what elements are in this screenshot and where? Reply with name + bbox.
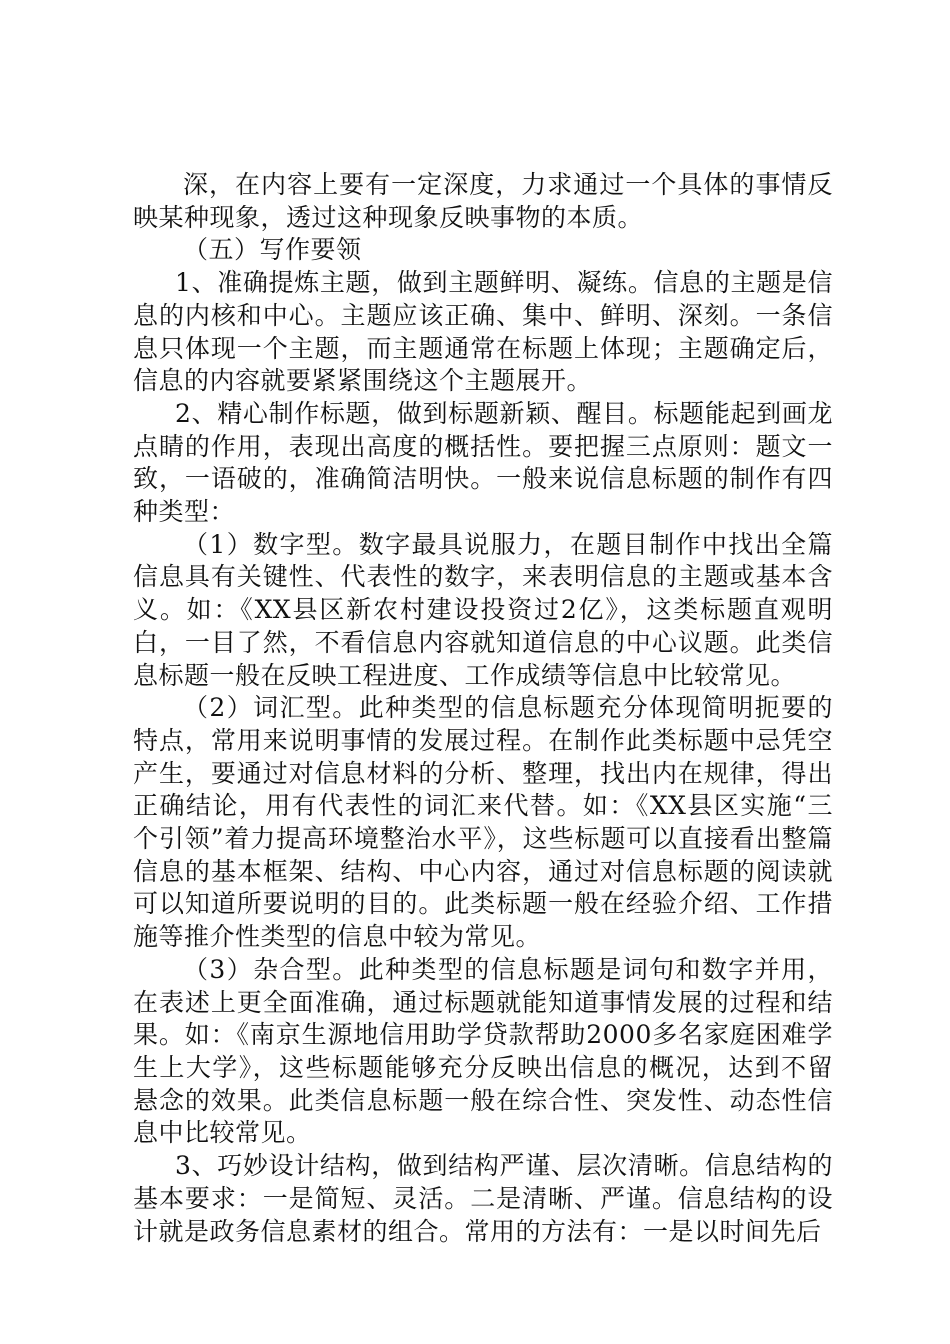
paragraph-point-2: 2、精心制作标题，做到标题新颖、醒目。标题能起到画龙点睛的作用，表现出高度的概括性。要把握三点原则：题文一致，一语破的，准确简洁明快。一般来说信息标题的制作有四种类型：	[133, 398, 833, 527]
section-heading: （五）写作要领	[183, 235, 362, 265]
paragraph-type-mixed: （3）杂合型。此种类型的信息标题是词句和数字并用，在表述上更全面准确，通过标题就能知道事情发展的过程和结果。如：《南京生源地信用助学贷款帮助2000多名家庭困难学生上大学》，这些标题能够充分反映出信息的概况，达到不留悬念的效果。此类信息标题一般在综合性、突发性、动态性信息中比较常见。	[133, 954, 833, 1148]
paragraph-point-1: 1、准确提炼主题，做到主题鲜明、凝练。信息的主题是信息的内核和中心。主题应该正确、集中、鲜明、深刻。一条信息只体现一个主题，而主题通常在标题上体现；主题确定后，信息的内容就要紧紧围绕这个主题展开。	[133, 268, 833, 396]
paragraph-continuation: 深，在内容上要有一定深度，力求通过一个具体的事情反映某种现象，透过这种现象反映事物的本质。	[133, 170, 833, 232]
paragraph-point-3: 3、巧妙设计结构，做到结构严谨、层次清晰。信息结构的基本要求：一是简短、灵活。二是清晰、严谨。信息结构的设计就是政务信息素材的组合。常用的方法有：一是以时间先后	[133, 1151, 833, 1246]
paragraph-type-numeric: （1）数字型。数字最具说服力，在题目制作中找出全篇信息具有关键性、代表性的数字，来表明信息的主题或基本含义。如：《XX县区新农村建设投资过2亿》，这类标题直观明白，一目了然，不看信息内容就知道信息的中心议题。此类信息标题一般在反映工程进度、工作成绩等信息中比较常见。	[133, 529, 833, 690]
paragraph-type-vocabulary: （2）词汇型。此种类型的信息标题充分体现简明扼要的特点，常用来说明事情的发展过程。在制作此类标题中忌凭空产生，要通过对信息材料的分析、整理，找出内在规律，得出正确结论，用有代表性的词汇来代替。如：《XX县区实施“三个引领”着力提高环境整治水平》，这些标题可以直接看出整篇信息的基本框架、结构、中心内容，通过对信息标题的阅读就可以知道所要说明的目的。此类标题一般在经验介绍、工作措施等推介性类型的信息中较为常见。	[133, 693, 833, 952]
document-body	[133, 169, 833, 1248]
